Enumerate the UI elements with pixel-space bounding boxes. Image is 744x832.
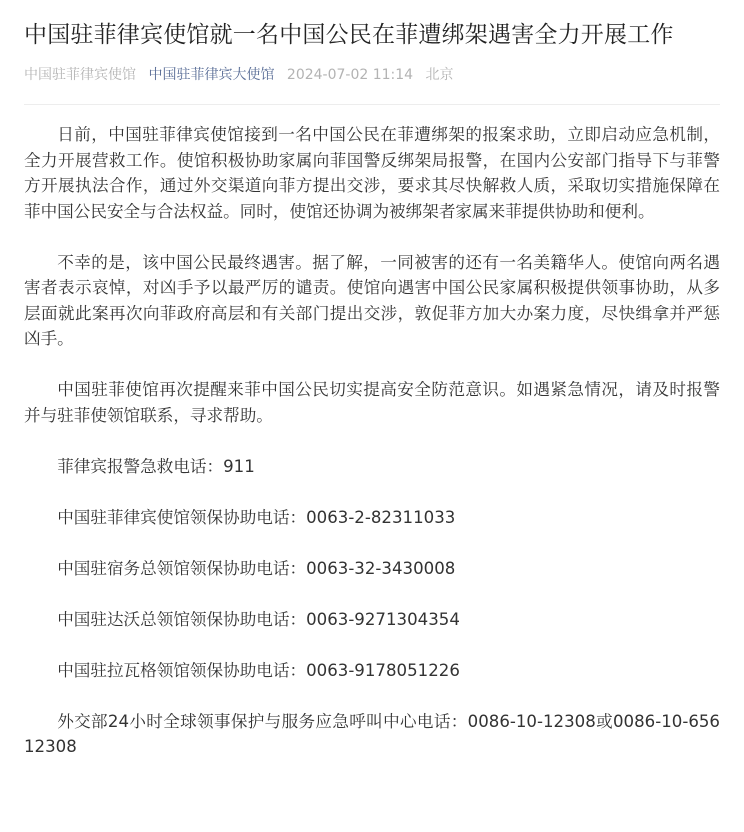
publish-datetime: 2024-07-02 11:14: [286, 67, 414, 83]
phone-davao: 中国驻达沃总领馆领保协助电话：0063-9271304354: [57, 609, 460, 629]
article-body: [24, 105, 720, 760]
phone-cebu: 中国驻宿务总领馆领保协助电话：0063-32-3430008: [57, 558, 456, 578]
paragraph-intro: 日前，中国驻菲律宾使馆接到一名中国公民在菲遭绑架的报案求助，立即启动应急机制，全力开展营救工作。使馆积极协助家属向菲国警反绑架局报警，在国内公安部门指导下与菲警方开展执法合作，通过外交渠道向菲方提出交涉，要求其尽快解救人质，采取切实措施保障在菲中国公民安全与合法权益。同时，使馆还协调为被绑架者家属来菲提供协助和便利。: [24, 125, 720, 221]
phone-embassy: 中国驻菲律宾使馆领保协助电话：0063-2-82311033: [57, 507, 456, 527]
phone-laoag: 中国驻拉瓦格领馆领保协助电话：0063-9178051226: [57, 660, 460, 680]
phone-emergency: 菲律宾报警急救电话：911: [57, 456, 255, 476]
paragraph-reminder: 中国驻菲使馆再次提醒来菲中国公民切实提高安全防范意识。如遇紧急情况，请及时报警并与驻菲使领馆联系，寻求帮助。: [24, 380, 720, 425]
article-title: 中国驻菲律宾使馆就一名中国公民在菲遭绑架遇害全力开展工作: [24, 22, 674, 48]
phone-global-hotline: 外交部24小时全球领事保护与服务应急呼叫中心电话：0086-10-12308或0086-10-65612308: [24, 711, 720, 756]
account-name-link[interactable]: 中国驻菲律宾大使馆: [148, 67, 275, 83]
publish-location: 北京: [425, 67, 454, 83]
article-source: 中国驻菲律宾使馆: [24, 67, 136, 83]
paragraph-victim: 不幸的是，该中国公民最终遇害。据了解，一同被害的还有一名美籍华人。使馆向两名遇害者表示哀悼，对凶手予以最严厉的谴责。使馆向遇害中国公民家属积极提供领事协助，从多层面就此案再次向菲政府高层和有关部门提出交涉，敦促菲方加大办案力度，尽快缉拿并严惩凶手。: [24, 252, 720, 348]
article-meta: [24, 66, 720, 84]
